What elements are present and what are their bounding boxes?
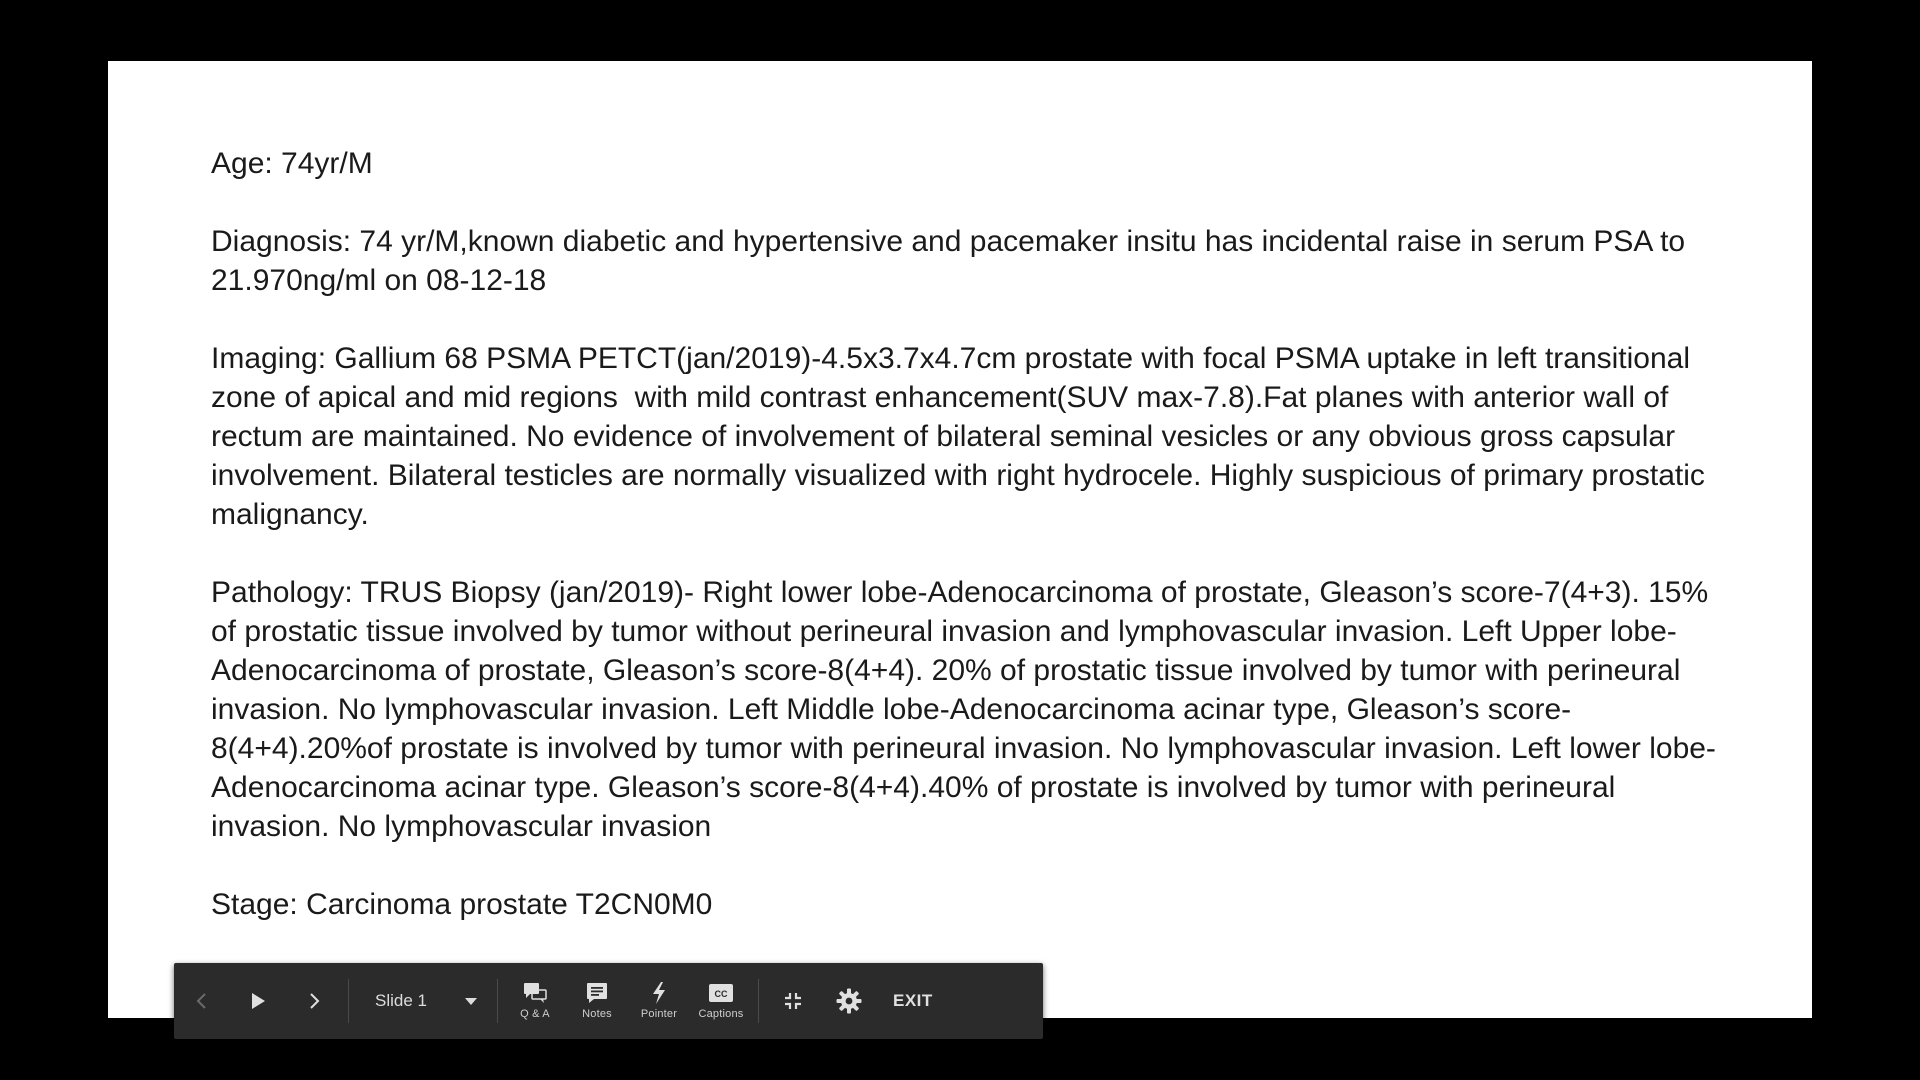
chevron-left-icon: [195, 991, 209, 1011]
closed-captions-icon: [708, 982, 734, 1004]
play-button[interactable]: [230, 963, 286, 1039]
exit-fullscreen-button[interactable]: [765, 963, 821, 1039]
chevron-right-icon: [307, 991, 321, 1011]
toolbar-divider: [497, 979, 498, 1023]
toolbar-divider: [758, 979, 759, 1023]
svg-text:CC: CC: [714, 989, 728, 999]
settings-button[interactable]: [821, 963, 877, 1039]
notes-button[interactable]: [566, 963, 628, 1039]
pathology-paragraph: Pathology: TRUS Biopsy (jan/2019)- Right lower lobe-Adenocarcinoma of prostate, Gleason’s score-7(4+3). 15% of prostatic tissue involved by tumor without perineural invasion and lymphovascular invasion. Left Upper lobe-Adenocarcinoma of prostate, Gleason’s score-8(4+4). 20% of prostatic tissue involved by tumor with perineural invasion. No lymphovascular invasion. Left Middle lobe-Adenocarcinoma acinar type, Gleason’s score-8(4+4).20%of prostate is involved by tumor with perineural invasion. No lymphovascular invasion. Left lower lobe- Adenocarcinoma acinar type. Gleason’s score-8(4+4).40% of prostate is involved by tumor with perineural invasion. No lymphovascular invasion: [211, 576, 1723, 843]
exit-fullscreen-icon: [782, 990, 804, 1012]
captions-label: Captions: [698, 1008, 744, 1020]
play-icon: [250, 991, 266, 1011]
slide-selector-dropdown[interactable]: [355, 963, 491, 1039]
slide-canvas: [108, 61, 1812, 1018]
qa-label: Q & A: [520, 1008, 550, 1020]
gear-icon: [835, 987, 863, 1015]
imaging-paragraph: Imaging: Gallium 68 PSMA PETCT(jan/2019)-4.5x3.7x4.7cm prostate with focal PSMA uptake in left transitional zone of apical and mid regions with mild contrast enhancement(SUV max-7.8).Fat planes with anterior wall of rectum are maintained. No evidence of involvement of bilateral seminal vesicles or any obvious gross capsular involvement. Bilateral testicles are normally visualized with right hydrocele. Highly suspicious of primary prostatic malignancy.: [211, 342, 1714, 531]
slide-selector-label: Slide 1: [375, 991, 427, 1010]
captions-button[interactable]: [690, 963, 752, 1039]
qa-icon: [522, 982, 548, 1004]
qa-button[interactable]: [504, 963, 566, 1039]
laser-pointer-icon: [646, 982, 672, 1004]
notes-label: Notes: [582, 1008, 612, 1020]
slide-text-body: [211, 144, 1731, 963]
pointer-label: Pointer: [640, 1008, 678, 1020]
pointer-button[interactable]: [628, 963, 690, 1039]
exit-button[interactable]: EXIT: [892, 991, 933, 1010]
stage-paragraph: Stage: Carcinoma prostate T2CN0M0: [211, 888, 713, 921]
next-slide-button[interactable]: [286, 963, 342, 1039]
diagnosis-paragraph: Diagnosis: 74 yr/M,known diabetic and hypertensive and pacemaker insitu has incidental raise in serum PSA to 21.970ng/ml on 08-12-18: [211, 225, 1694, 297]
presenter-toolbar: [174, 963, 1043, 1039]
notes-icon: [584, 982, 610, 1004]
previous-slide-button[interactable]: [174, 963, 230, 1039]
toolbar-divider: [348, 979, 349, 1023]
chevron-down-icon: [465, 998, 477, 1005]
age-paragraph: Age: 74yr/M: [211, 147, 373, 180]
